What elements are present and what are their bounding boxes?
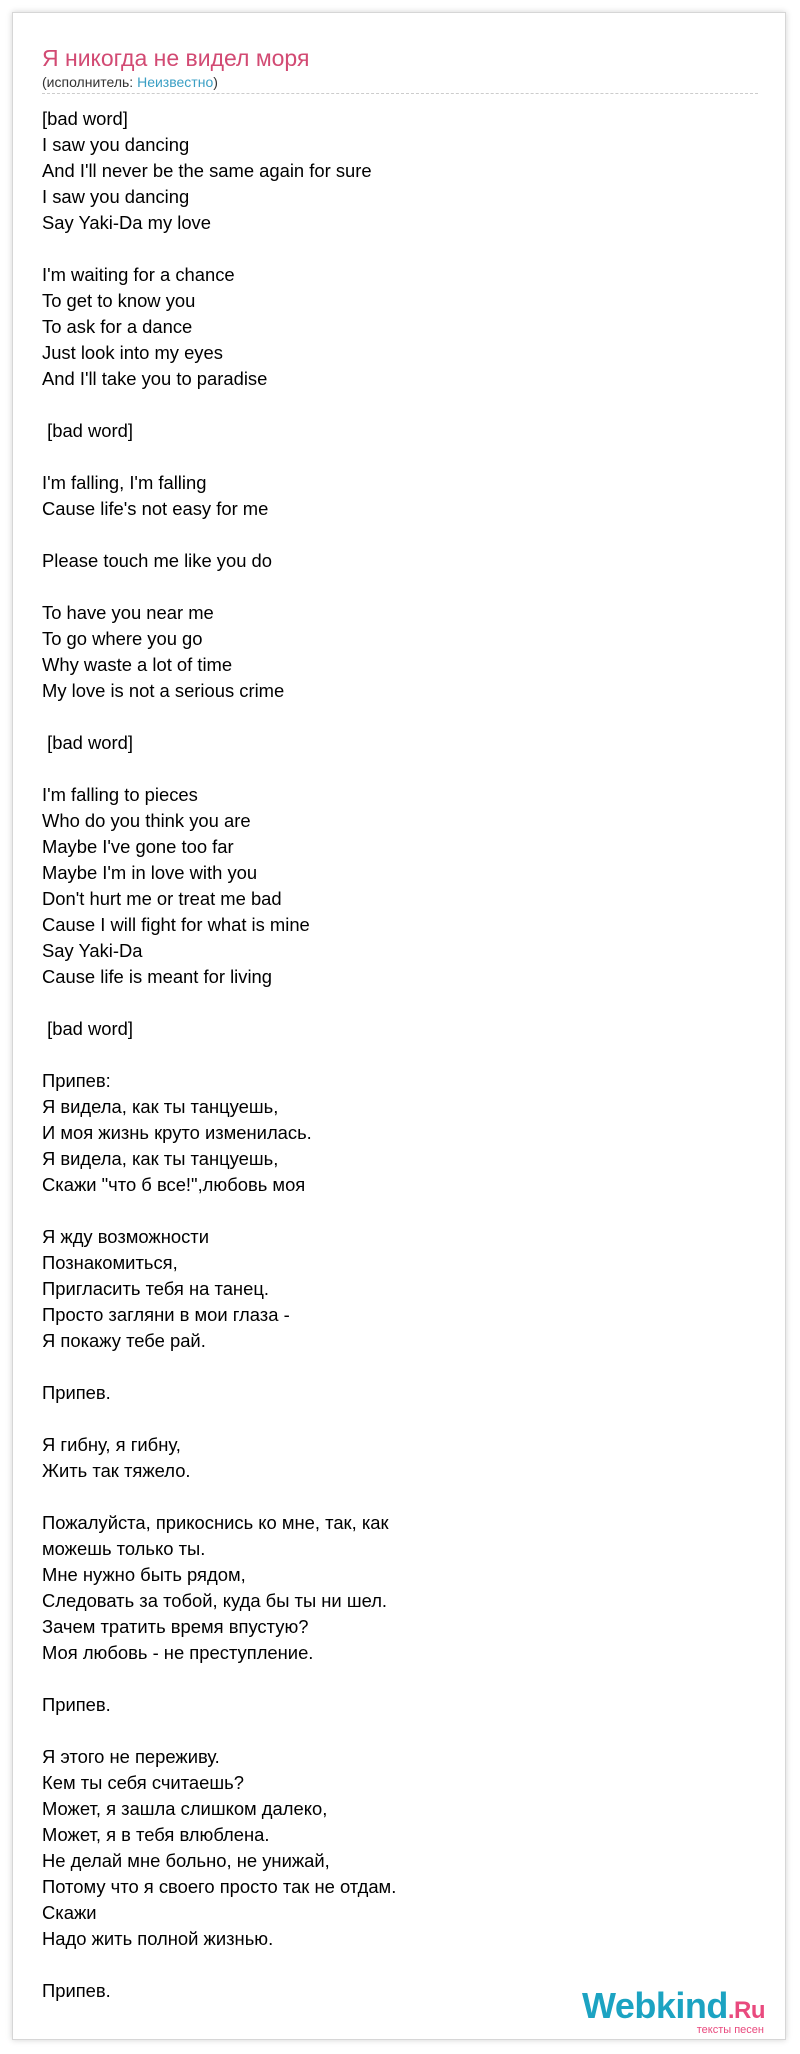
lyric-line: Следовать за тобой, куда бы ты ни шел. xyxy=(42,1590,388,1611)
lyric-line xyxy=(42,756,742,782)
lyric-line: Я этого не переживу. xyxy=(42,1746,220,1767)
lyric-line: Моя любовь - не преступление. xyxy=(42,1642,314,1663)
lyric-line xyxy=(42,704,742,730)
lyric-line xyxy=(42,522,742,548)
lyric-line: И моя жизнь круто изменилась. xyxy=(42,1122,312,1143)
logo-domain-text: .Ru xyxy=(727,1997,766,2024)
lyric-line xyxy=(42,1406,742,1432)
lyric-line: And I'll take you to paradise xyxy=(42,368,268,389)
lyric-line: My love is not a serious crime xyxy=(42,680,285,701)
lyric-line: To have you near me xyxy=(42,602,214,623)
lyric-line: Just look into my eyes xyxy=(42,342,223,363)
logo-main-text: Webkind xyxy=(582,1985,728,2026)
lyric-line xyxy=(42,392,742,418)
lyric-line xyxy=(42,444,742,470)
lyric-line: Зачем тратить время впустую? xyxy=(42,1616,309,1637)
lyric-line: I'm falling, I'm falling xyxy=(42,472,207,493)
lyric-line xyxy=(42,236,742,262)
artist-prefix: (исполнитель: xyxy=(42,74,138,90)
lyric-line: Я видела, как ты танцуешь, xyxy=(42,1096,279,1117)
lyric-line: Не делай мне больно, не унижай, xyxy=(42,1850,330,1871)
lyric-line: Пожалуйста, прикоснись ко мне, так, как xyxy=(42,1512,389,1533)
lyric-line: [bad word] xyxy=(42,732,133,753)
artist-link[interactable]: Неизвестно xyxy=(137,74,214,90)
lyric-line: Просто загляни в мои глаза - xyxy=(42,1304,290,1325)
title-divider xyxy=(42,93,758,94)
lyric-line: I'm falling to pieces xyxy=(42,784,198,805)
lyric-line: Я гибну, я гибну, xyxy=(42,1434,181,1455)
lyric-line: Don't hurt me or treat me bad xyxy=(42,888,282,909)
lyric-line: Cause life's not easy for me xyxy=(42,498,269,519)
lyrics-body xyxy=(42,106,742,2004)
lyric-line: Припев: xyxy=(42,1070,111,1091)
lyric-line: Maybe I've gone too far xyxy=(42,836,234,857)
artist-suffix: ) xyxy=(213,74,218,90)
lyric-line: Припев. xyxy=(42,1694,111,1715)
lyric-line: Say Yaki-Da my love xyxy=(42,212,211,233)
lyric-line: Познакомиться, xyxy=(42,1252,178,1273)
logo-tagline: тексты песен xyxy=(696,2024,764,2036)
lyric-line: Припев. xyxy=(42,1980,111,2001)
lyric-line: Why waste a lot of time xyxy=(42,654,233,675)
lyric-line xyxy=(42,1484,742,1510)
lyric-line: And I'll never be the same again for sure xyxy=(42,160,372,181)
lyric-line xyxy=(42,1354,742,1380)
artist-line xyxy=(42,73,218,91)
lyric-line: Кем ты себя считаешь? xyxy=(42,1772,244,1793)
lyric-line xyxy=(42,1952,742,1978)
lyric-line: To go where you go xyxy=(42,628,203,649)
lyric-line: [bad word] xyxy=(42,420,133,441)
lyric-line xyxy=(42,574,742,600)
lyric-line: Потому что я своего просто так не отдам. xyxy=(42,1876,397,1897)
lyric-line: Может, я в тебя влюблена. xyxy=(42,1824,270,1845)
lyric-line: Может, я зашла слишком далеко, xyxy=(42,1798,328,1819)
lyric-line xyxy=(42,1718,742,1744)
webkind-logo[interactable] xyxy=(582,1986,772,2040)
lyric-line: Жить так тяжело. xyxy=(42,1460,191,1481)
lyric-line: [bad word] xyxy=(42,108,128,129)
lyric-line: Maybe I'm in love with you xyxy=(42,862,258,883)
lyric-line: Мне нужно быть рядом, xyxy=(42,1564,246,1585)
lyric-line: To get to know you xyxy=(42,290,196,311)
lyric-line: Я жду возможности xyxy=(42,1226,209,1247)
lyric-line: Пригласить тебя на танец. xyxy=(42,1278,269,1299)
lyric-line: Cause life is meant for living xyxy=(42,966,272,987)
lyric-line: Надо жить полной жизнью. xyxy=(42,1928,274,1949)
lyric-line: To ask for a dance xyxy=(42,316,193,337)
lyric-line: Я покажу тебе рай. xyxy=(42,1330,206,1351)
lyric-line xyxy=(42,1666,742,1692)
lyric-line: Who do you think you are xyxy=(42,810,251,831)
lyric-line: Please touch me like you do xyxy=(42,550,273,571)
lyric-line: Скажи xyxy=(42,1902,97,1923)
lyric-line: Я видела, как ты танцуешь, xyxy=(42,1148,279,1169)
lyric-line: [bad word] xyxy=(42,1018,133,1039)
lyric-line: можешь только ты. xyxy=(42,1538,206,1559)
lyric-line: Say Yaki-Da xyxy=(42,940,143,961)
lyric-line: I saw you dancing xyxy=(42,186,190,207)
lyric-line: Cause I will fight for what is mine xyxy=(42,914,310,935)
lyric-line: Припев. xyxy=(42,1382,111,1403)
song-title: Я никогда не видел моря xyxy=(42,45,310,71)
lyric-line xyxy=(42,1198,742,1224)
lyric-line: I saw you dancing xyxy=(42,134,190,155)
lyric-line: Скажи "что б все!",любовь моя xyxy=(42,1174,306,1195)
lyric-line: I'm waiting for a chance xyxy=(42,264,235,285)
lyric-line xyxy=(42,990,742,1016)
lyric-line xyxy=(42,1042,742,1068)
